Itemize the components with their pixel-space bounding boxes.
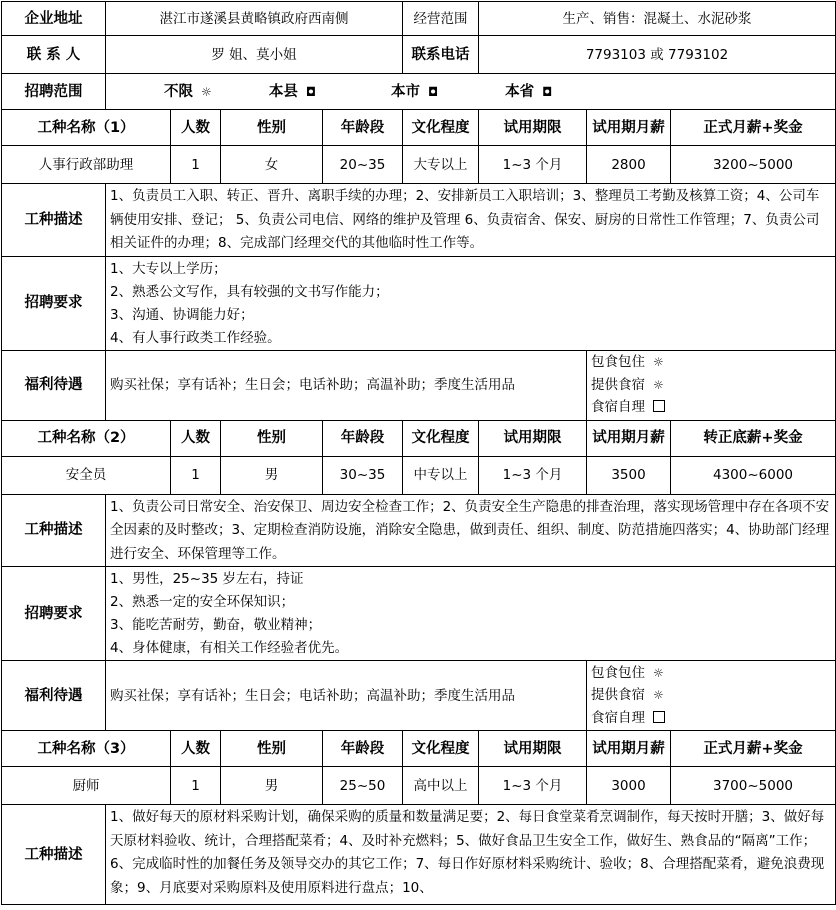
- job2-name: 安全员: [2, 456, 171, 494]
- job2-benefit-label: 福利待遇: [2, 661, 106, 731]
- job3-name: 厨师: [2, 767, 171, 805]
- recruit-option-county[interactable]: 本县 ◘: [269, 81, 316, 103]
- job1-meal-options: [587, 350, 836, 420]
- job2-header-probation: 试用期限: [479, 420, 587, 456]
- meal-option-board-lodging[interactable]: 包食包住 ☼: [591, 351, 831, 374]
- requirement-item: 3、沟通、协调能力好；: [110, 306, 254, 323]
- job3-header-age: 年龄段: [323, 731, 403, 767]
- job1-desc-label: 工种描述: [2, 184, 106, 257]
- recruit-option-any[interactable]: 不限 ☼: [164, 81, 212, 103]
- job1-name: 人事行政部助理: [2, 146, 171, 184]
- scope-label: 经营范围: [403, 2, 479, 36]
- job2-header-education: 文化程度: [403, 420, 479, 456]
- option-sun-icon: ☼: [653, 688, 664, 703]
- contact-label: 联 系 人: [2, 36, 106, 74]
- job2-age: 30~35: [323, 456, 403, 494]
- phone-value: 7793103 或 7793102: [479, 36, 836, 74]
- job2-header-age: 年龄段: [323, 420, 403, 456]
- job2-header-gender: 性别: [221, 420, 323, 456]
- job2-probation-salary: 3500: [587, 456, 671, 494]
- option-selected-icon: ◘: [427, 84, 439, 99]
- job1-benefit: 购买社保；享有话补；生日会；电话补助；高温补助；季度生活用品: [106, 350, 587, 420]
- job3-age: 25~50: [323, 767, 403, 805]
- contact-value: 罗 姐、莫小姐: [106, 36, 403, 74]
- scope-value: 生产、销售：混凝土、水泥砂浆: [479, 2, 836, 36]
- job3-desc-label: 工种描述: [2, 805, 106, 905]
- job-posting-table: [1, 1, 836, 905]
- job1-probation: 1~3 个月: [479, 146, 587, 184]
- job2-requirements: [106, 567, 836, 661]
- job1-gender: 女: [221, 146, 323, 184]
- job1-header-name: 工种名称（1）: [2, 110, 171, 146]
- job2-benefit: 购买社保；享有话补；生日会；电话补助；高温补助；季度生活用品: [106, 661, 587, 731]
- job2-header-formal-salary: 转正底薪+奖金: [671, 420, 836, 456]
- job2-gender: 男: [221, 456, 323, 494]
- job3-header-count: 人数: [171, 731, 221, 767]
- option-selected-icon: ◘: [542, 84, 553, 99]
- job3-gender: 男: [221, 767, 323, 805]
- job1-header-probation: 试用期限: [479, 110, 587, 146]
- address-value: 湛江市遂溪县黄略镇政府西南侧: [106, 2, 403, 36]
- job1-req-label: 招聘要求: [2, 256, 106, 350]
- recruit-scope-options: [106, 74, 836, 110]
- recruit-option-city[interactable]: 本市 ◘: [391, 81, 438, 103]
- job3-header-education: 文化程度: [403, 731, 479, 767]
- job2-meal-options: [587, 661, 836, 731]
- job3-header-gender: 性别: [221, 731, 323, 767]
- requirement-item: 1、男性，25~35 岁左右，持证: [110, 571, 304, 587]
- meal-option-self[interactable]: 食宿自理: [591, 707, 831, 730]
- meal-option-provided[interactable]: 提供食宿 ☼: [591, 374, 831, 397]
- requirement-item: 1、大专以上学历；: [110, 260, 227, 277]
- job2-formal-salary: 4300~6000: [671, 456, 836, 494]
- meal-option-self[interactable]: 食宿自理: [591, 396, 831, 419]
- job2-header-probation-salary: 试用期月薪: [587, 420, 671, 456]
- checkbox-icon[interactable]: [653, 711, 665, 723]
- job2-header-name: 工种名称（2）: [2, 420, 171, 456]
- job2-count: 1: [171, 456, 221, 494]
- job3-header-probation: 试用期限: [479, 731, 587, 767]
- requirement-item: 3、能吃苦耐劳，勤奋，敬业精神；: [110, 617, 322, 633]
- job2-desc-label: 工种描述: [2, 494, 106, 567]
- job2-description: 1、负责公司日常安全、治安保卫、周边安全检查工作；2、负责安全生产隐患的排查治理，落实现场管理中存在各项不安全因素的及时整改；3、定期检查消防设施，消除安全隐患，做到责任、组织、制度、防范措施四落实；4、协助部门经理进行安全、环保管理等工作。: [106, 494, 836, 567]
- meal-option-provided[interactable]: 提供食宿 ☼: [591, 684, 831, 707]
- checkbox-icon[interactable]: [653, 400, 665, 412]
- job1-header-count: 人数: [171, 110, 221, 146]
- job3-formal-salary: 3700~5000: [671, 767, 836, 805]
- job1-header-age: 年龄段: [323, 110, 403, 146]
- job1-header-probation-salary: 试用期月薪: [587, 110, 671, 146]
- phone-label: 联系电话: [403, 36, 479, 74]
- requirement-item: 2、熟悉公文写作，具有较强的文书写作能力；: [110, 283, 389, 300]
- requirement-item: 4、身体健康，有相关工作经验者优先。: [110, 640, 349, 656]
- job1-count: 1: [171, 146, 221, 184]
- job3-count: 1: [171, 767, 221, 805]
- job1-age: 20~35: [323, 146, 403, 184]
- option-sun-icon: ☼: [201, 84, 212, 99]
- job1-formal-salary: 3200~5000: [671, 146, 836, 184]
- meal-option-board-lodging[interactable]: 包食包住 ☼: [591, 662, 831, 685]
- recruit-scope-label: 招聘范围: [2, 74, 106, 110]
- option-sun-icon: ☼: [653, 355, 664, 370]
- job1-header-formal-salary: 正式月薪+奖金: [671, 110, 836, 146]
- job3-education: 高中以上: [403, 767, 479, 805]
- recruit-option-province[interactable]: 本省 ◘: [505, 81, 552, 103]
- job1-education: 大专以上: [403, 146, 479, 184]
- requirement-item: 4、有人事行政类工作经验。: [110, 329, 281, 346]
- job2-req-label: 招聘要求: [2, 567, 106, 661]
- job1-benefit-label: 福利待遇: [2, 350, 106, 420]
- job3-header-name: 工种名称（3）: [2, 731, 171, 767]
- address-label: 企业地址: [2, 2, 106, 36]
- job3-header-formal-salary: 正式月薪+奖金: [671, 731, 836, 767]
- job1-header-education: 文化程度: [403, 110, 479, 146]
- job1-description: 1、负责员工入职、转正、晋升、离职手续的办理；2、安排新员工入职培训；3、整理员工考勤及核算工资；4、公司车辆使用安排、登记； 5、负责公司电信、网络的维护及管理 6、负责宿舍、保安、厨房的日常性工作管理；7、负责公司相关证件的办理；8、完成部门经理交代的其他临时性工作等。: [106, 184, 836, 257]
- job2-education: 中专以上: [403, 456, 479, 494]
- job3-description: 1、做好每天的原材料采购计划，确保采购的质量和数量满足要；2、每日食堂菜肴烹调制作，每天按时开膳；3、做好每天原材料验收、统计，合理搭配菜肴；4、及时补充燃料；5、做好食品卫生安全工作，做好生、熟食品的“隔离”工作；6、完成临时性的加餐任务及领导交办的其它工作；7、每日作好原材料采购统计、验收；8、合理搭配菜肴，避免浪费现象；9、月底要对采购原料及使用原料进行盘点；10、: [106, 805, 836, 905]
- requirement-item: 2、熟悉一定的安全环保知识；: [110, 594, 295, 610]
- option-sun-icon: ☼: [653, 665, 664, 680]
- job2-header-count: 人数: [171, 420, 221, 456]
- job3-probation: 1~3 个月: [479, 767, 587, 805]
- job3-header-probation-salary: 试用期月薪: [587, 731, 671, 767]
- job1-probation-salary: 2800: [587, 146, 671, 184]
- option-selected-icon: ◘: [305, 84, 316, 99]
- option-sun-icon: ☼: [653, 377, 664, 392]
- job3-probation-salary: 3000: [587, 767, 671, 805]
- job2-probation: 1~3 个月: [479, 456, 587, 494]
- job1-header-gender: 性别: [221, 110, 323, 146]
- job1-requirements: [106, 256, 836, 350]
